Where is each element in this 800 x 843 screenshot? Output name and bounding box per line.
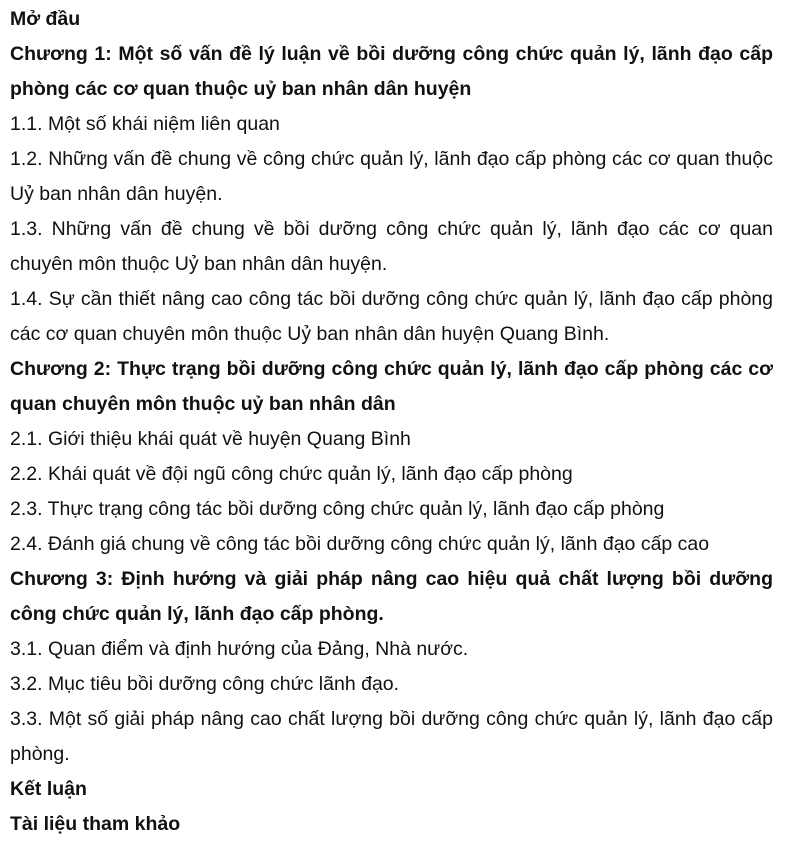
toc-chapter-3: Chương 3: Định hướng và giải pháp nâng cao hiệu quả chất lượng bồi dưỡng công chức quản lý, lãnh đạo cấp phòng.: [10, 568, 773, 625]
toc-item-1-4: 1.4. Sự cần thiết nâng cao công tác bồi dưỡng công chức quản lý, lãnh đạo cấp phòng các cơ quan chuyên môn thuộc Uỷ ban nhân dân huyện Quang Bình.: [10, 288, 773, 345]
toc-chapter-2: Chương 2: Thực trạng bồi dưỡng công chức quản lý, lãnh đạo cấp phòng các cơ quan chuyên môn thuộc uỷ ban nhân dân: [10, 358, 773, 415]
toc-item-2-2: 2.2. Khái quát về đội ngũ công chức quản lý, lãnh đạo cấp phòng: [10, 463, 573, 485]
toc-references: Tài liệu tham khảo: [10, 813, 181, 835]
toc-item-1-3: 1.3. Những vấn đề chung về bồi dưỡng công chức quản lý, lãnh đạo các cơ quan chuyên môn thuộc Uỷ ban nhân dân huyện.: [10, 218, 773, 275]
toc-intro: Mở đầu: [10, 8, 81, 30]
toc-item-2-4: 2.4. Đánh giá chung về công tác bồi dưỡng công chức quản lý, lãnh đạo cấp cao: [10, 533, 710, 555]
toc-item-2-1: 2.1. Giới thiệu khái quát về huyện Quang Bình: [10, 428, 411, 450]
toc-item-3-2: 3.2. Mục tiêu bồi dưỡng công chức lãnh đạo.: [10, 673, 400, 695]
toc-item-3-3: 3.3. Một số giải pháp nâng cao chất lượng bồi dưỡng công chức quản lý, lãnh đạo cấp phòng.: [10, 708, 773, 765]
toc-item-1-2: 1.2. Những vấn đề chung về công chức quản lý, lãnh đạo cấp phòng các cơ quan thuộc Uỷ ban nhân dân huyện.: [10, 148, 773, 205]
toc-item-3-1: 3.1. Quan điểm và định hướng của Đảng, Nhà nước.: [10, 638, 469, 660]
toc-item-2-3: 2.3. Thực trạng công tác bồi dưỡng công chức quản lý, lãnh đạo cấp phòng: [10, 498, 665, 520]
toc-chapter-1: Chương 1: Một số vấn đề lý luận về bồi dưỡng công chức quản lý, lãnh đạo cấp phòng các cơ quan thuộc uỷ ban nhân dân huyện: [10, 43, 773, 100]
toc-conclusion: Kết luận: [10, 778, 87, 800]
toc-item-1-1: 1.1. Một số khái niệm liên quan: [10, 113, 280, 135]
